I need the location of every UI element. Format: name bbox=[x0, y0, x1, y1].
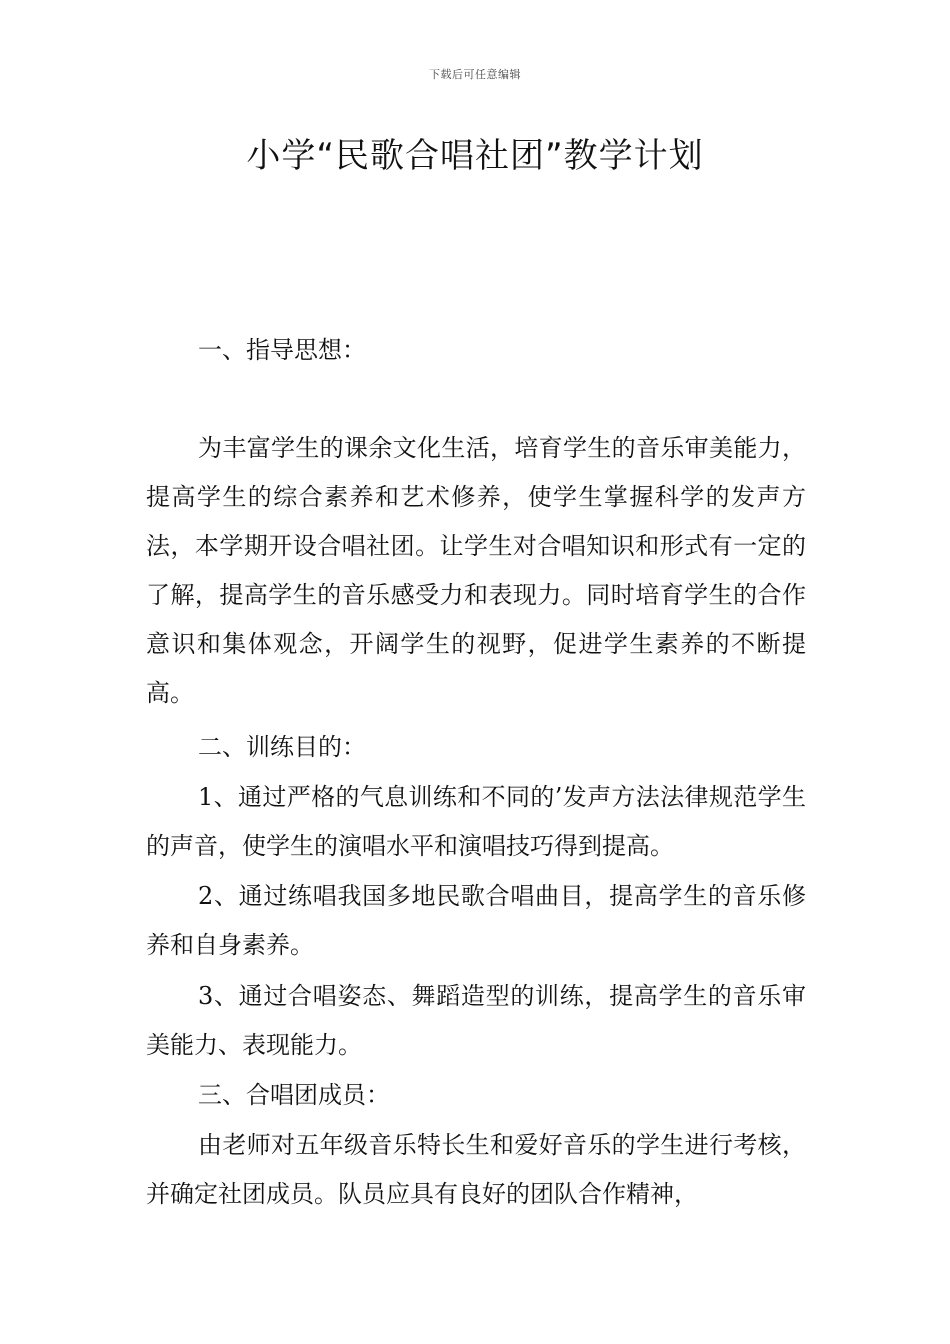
goal-item-2: 2、通过练唱我国多地民歌合唱曲目，提高学生的音乐修养和自身素养。 bbox=[146, 882, 806, 959]
section-heading-guiding: 一、指导思想： bbox=[198, 336, 366, 364]
section-heading-members: 三、合唱团成员： bbox=[198, 1081, 390, 1109]
goal-item-1: 1、通过严格的气息训练和不同的’发声方法法律规范学生的声音，使学生的演唱水平和演唱技巧得到提高。 bbox=[146, 783, 806, 860]
goal-item-3: 3、通过合唱姿态、舞蹈造型的训练，提高学生的音乐审美能力、表现能力。 bbox=[146, 982, 806, 1059]
header-note: 下载后可任意编辑 bbox=[429, 68, 521, 81]
section-heading-goals: 二、训练目的： bbox=[198, 733, 366, 761]
document-title: 小学“民歌合唱社团”教学计划 bbox=[246, 136, 704, 176]
paragraph-members: 由老师对五年级音乐特长生和爱好音乐的学生进行考核，并确定社团成员。队员应具有良好的团队合作精神， bbox=[146, 1131, 806, 1208]
paragraph-guiding: 为丰富学生的课余文化生活，培育学生的音乐审美能力，提高学生的综合素养和艺术修养，使学生掌握科学的发声方法，本学期开设合唱社团。让学生对合唱知识和形式有一定的了解，提高学生的音乐感受力和表现力。同时培育学生的合作意识和集体观念，开阔学生的视野，促进学生素养的不断提高。 bbox=[146, 434, 806, 707]
